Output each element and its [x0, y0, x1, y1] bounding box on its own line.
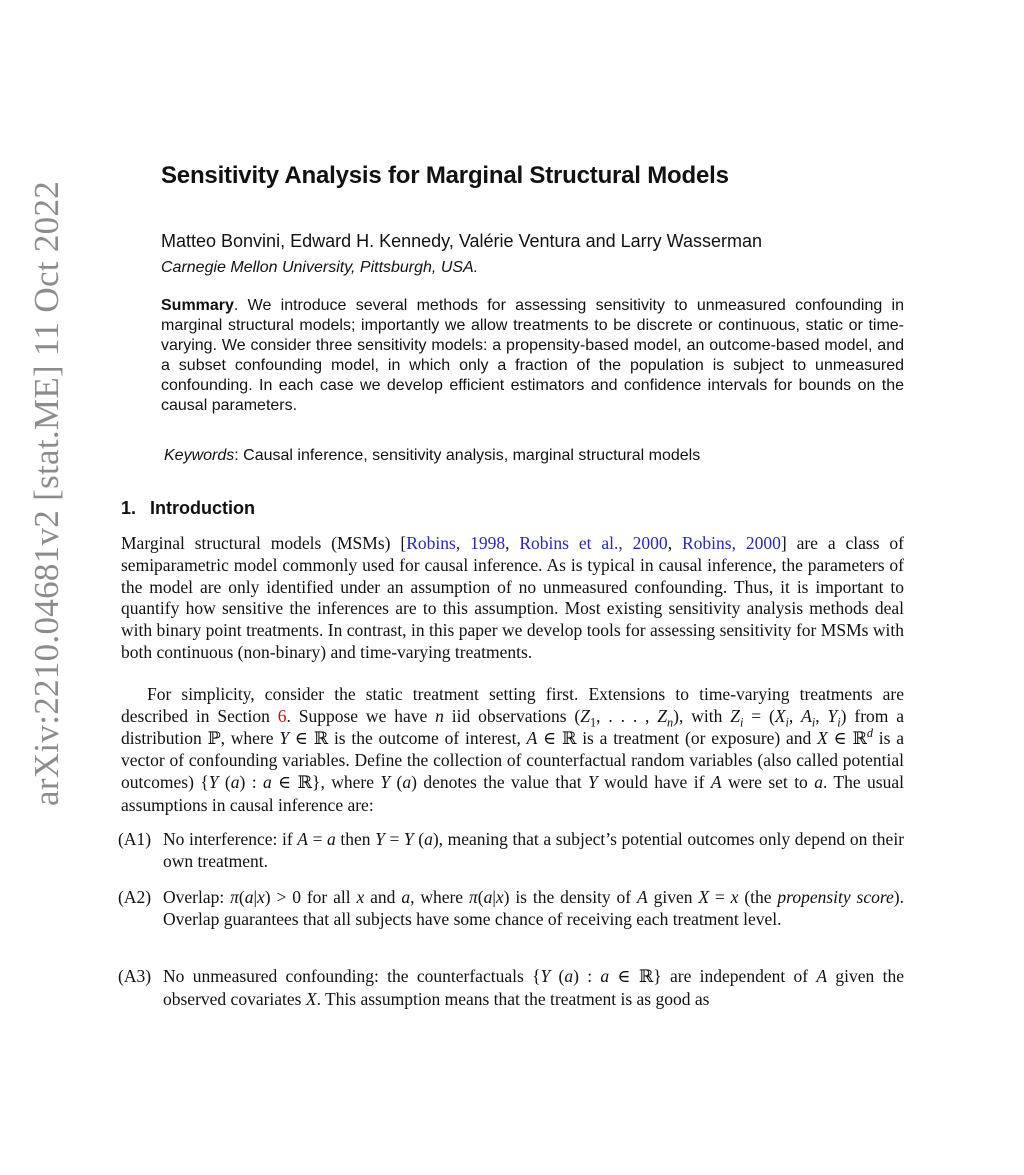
text-run: is the density of — [509, 887, 637, 907]
math-y: Y — [587, 772, 598, 793]
assumption-label: (A1) — [118, 829, 152, 849]
section-title: Introduction — [150, 498, 255, 518]
math-x-capital: X — [305, 988, 317, 1009]
text-run: . The usual assumptions in causal inference are: — [121, 772, 904, 815]
assumption-label: (A3) — [118, 966, 152, 986]
math-a-capital: A — [816, 966, 828, 986]
math-counterfactual-set: {Y (a) : a ∈ ℝ} — [532, 966, 662, 987]
arxiv-identifier-stamp: arXiv:2210.04681v2 [stat.ME] 11 Oct 2022 — [27, 180, 66, 806]
math-a-in-r: A ∈ ℝ — [526, 727, 577, 749]
text-run: given — [647, 887, 699, 907]
text-run: denotes the value that — [416, 772, 588, 793]
paper-title: Sensitivity Analysis for Marginal Structural Models — [161, 162, 729, 189]
text-run: Marginal structural models (MSMs) [ — [121, 533, 407, 553]
math-a-equals-a: A = a — [297, 829, 336, 849]
intro-paragraph-1 — [121, 533, 904, 664]
summary-abstract — [161, 296, 904, 416]
math-x-in-rd: X ∈ ℝ$^d$ — [817, 725, 873, 749]
text-run: , — [667, 533, 682, 553]
text-run: , where — [320, 772, 381, 793]
assumption-body — [163, 829, 904, 873]
math-zi-definition: $Z_i = (X_i$, $A_i$, $Y_i$) — [730, 705, 847, 730]
summary-text: . We introduce several methods for assessing sensitivity to unmeasured confounding in marginal structural models; importantly we allow treatments to be discrete or continuous, static or time-varying. We consider three sensitivity models: a propensity-based model, an outcome-based model, and a subset confounding model, in which only a fraction of the population is subject to unmeasured confounding. In each case we develop efficient estimators and confidence intervals for bounds on the causal parameters. — [161, 297, 904, 414]
propensity-score-term: propensity score — [777, 887, 894, 907]
math-a: a — [401, 887, 411, 907]
math-n: n — [435, 705, 444, 726]
text-run: are independent of — [661, 966, 817, 986]
text-run: . This assumption means that the treatment is as good as — [316, 988, 710, 1009]
summary-label: Summary — [161, 297, 234, 314]
text-run: would have if — [597, 772, 711, 793]
text-run: , where — [410, 887, 469, 907]
citation-link-robins-et-al-2000[interactable]: Robins et al., 2000 — [519, 533, 668, 553]
text-run: , with — [679, 705, 731, 726]
keywords — [164, 447, 700, 465]
section-reference-link[interactable]: 6 — [277, 705, 287, 726]
affiliation: Carnegie Mellon University, Pittsburgh, USA. — [161, 259, 479, 276]
assumption-label: (A2) — [118, 887, 152, 907]
math-pi-positive: π(a|x) > 0 — [230, 887, 301, 907]
assumption-a3 — [118, 966, 904, 1011]
keywords-label: Keywords — [164, 447, 235, 464]
section-heading-introduction — [121, 498, 255, 519]
assumption-body — [163, 887, 904, 931]
math-x: x — [356, 887, 365, 907]
assumption-a1 — [118, 829, 904, 873]
text-run: and — [364, 887, 402, 907]
text-run: ] are a class of semiparametric model commonly used for causal inference. As is typical in causal inference, the parameters of the model are only identified under an assumption of no unmeasured confounding. Thus, it is important to quantify how sensitive the inferences are to this assumption. Most existing sensitivity analysis methods deal with binary point treatments. In contrast, in this paper we develop tools for assessing sensitivity for MSMs with both continuous (non-binary) and time-varying treatments. — [121, 533, 904, 662]
math-counterfactual-set: {Y (a) : a ∈ ℝ} — [200, 772, 321, 794]
citation-link-robins-2000[interactable]: Robins, 2000 — [681, 533, 781, 553]
text-run: , — [505, 533, 520, 553]
intro-paragraph-2 — [121, 684, 904, 817]
section-number: 1. — [121, 498, 137, 518]
text-run: No unmeasured confounding: the counterfactuals — [163, 966, 533, 986]
math-x-equals-x: X = x — [698, 887, 739, 907]
text-run: given the observed covariates — [163, 966, 904, 1009]
text-run: were set to — [721, 772, 815, 793]
citation-link-robins-1998[interactable]: Robins, 1998 — [406, 533, 506, 553]
math-y-of-a: Y (a) — [380, 772, 417, 793]
text-run: , meaning that a subject’s potential outcomes only depend on their own treatment. — [163, 829, 905, 871]
math-a-capital: A — [710, 772, 722, 793]
math-sample: ($Z_1$, . . . , $Z_n$) — [574, 705, 679, 730]
assumption-body — [163, 966, 904, 1011]
text-run: No interference: if — [163, 829, 298, 849]
text-run: Overlap: — [163, 887, 231, 907]
text-run: . Suppose we have — [286, 705, 436, 726]
math-a: a — [814, 772, 823, 793]
text-run: (the — [738, 887, 778, 907]
text-run: is a vector of confounding variables. Define the collection of counterfactual random variables (also called potential outcomes) — [121, 727, 904, 793]
math-y-equals-ya: Y = Y (a) — [375, 829, 439, 849]
assumption-a2 — [118, 887, 904, 931]
text-run: then — [335, 829, 376, 849]
keywords-text: : Causal inference, sensitivity analysis, marginal structural models — [234, 447, 701, 464]
text-run: from a distribution ℙ, where — [121, 705, 905, 748]
math-a-capital: A — [637, 887, 648, 907]
author-list: Matteo Bonvini, Edward H. Kennedy, Valérie Ventura and Larry Wasserman — [161, 231, 762, 251]
text-run: iid observations — [443, 705, 575, 726]
text-run: For simplicity, consider the static treatment setting first. Extensions to time-varying treatments are described in Section — [121, 684, 904, 726]
text-run: ). Overlap guarantees that all subjects have some chance of receiving each treatment level. — [163, 887, 904, 929]
text-run: is the outcome of interest, — [328, 727, 527, 748]
math-y-in-r: Y ∈ ℝ — [279, 727, 329, 749]
math-pi: π(a|x) — [468, 887, 510, 907]
text-run: for all — [300, 887, 357, 907]
text-run: is a treatment (or exposure) and — [576, 727, 818, 748]
